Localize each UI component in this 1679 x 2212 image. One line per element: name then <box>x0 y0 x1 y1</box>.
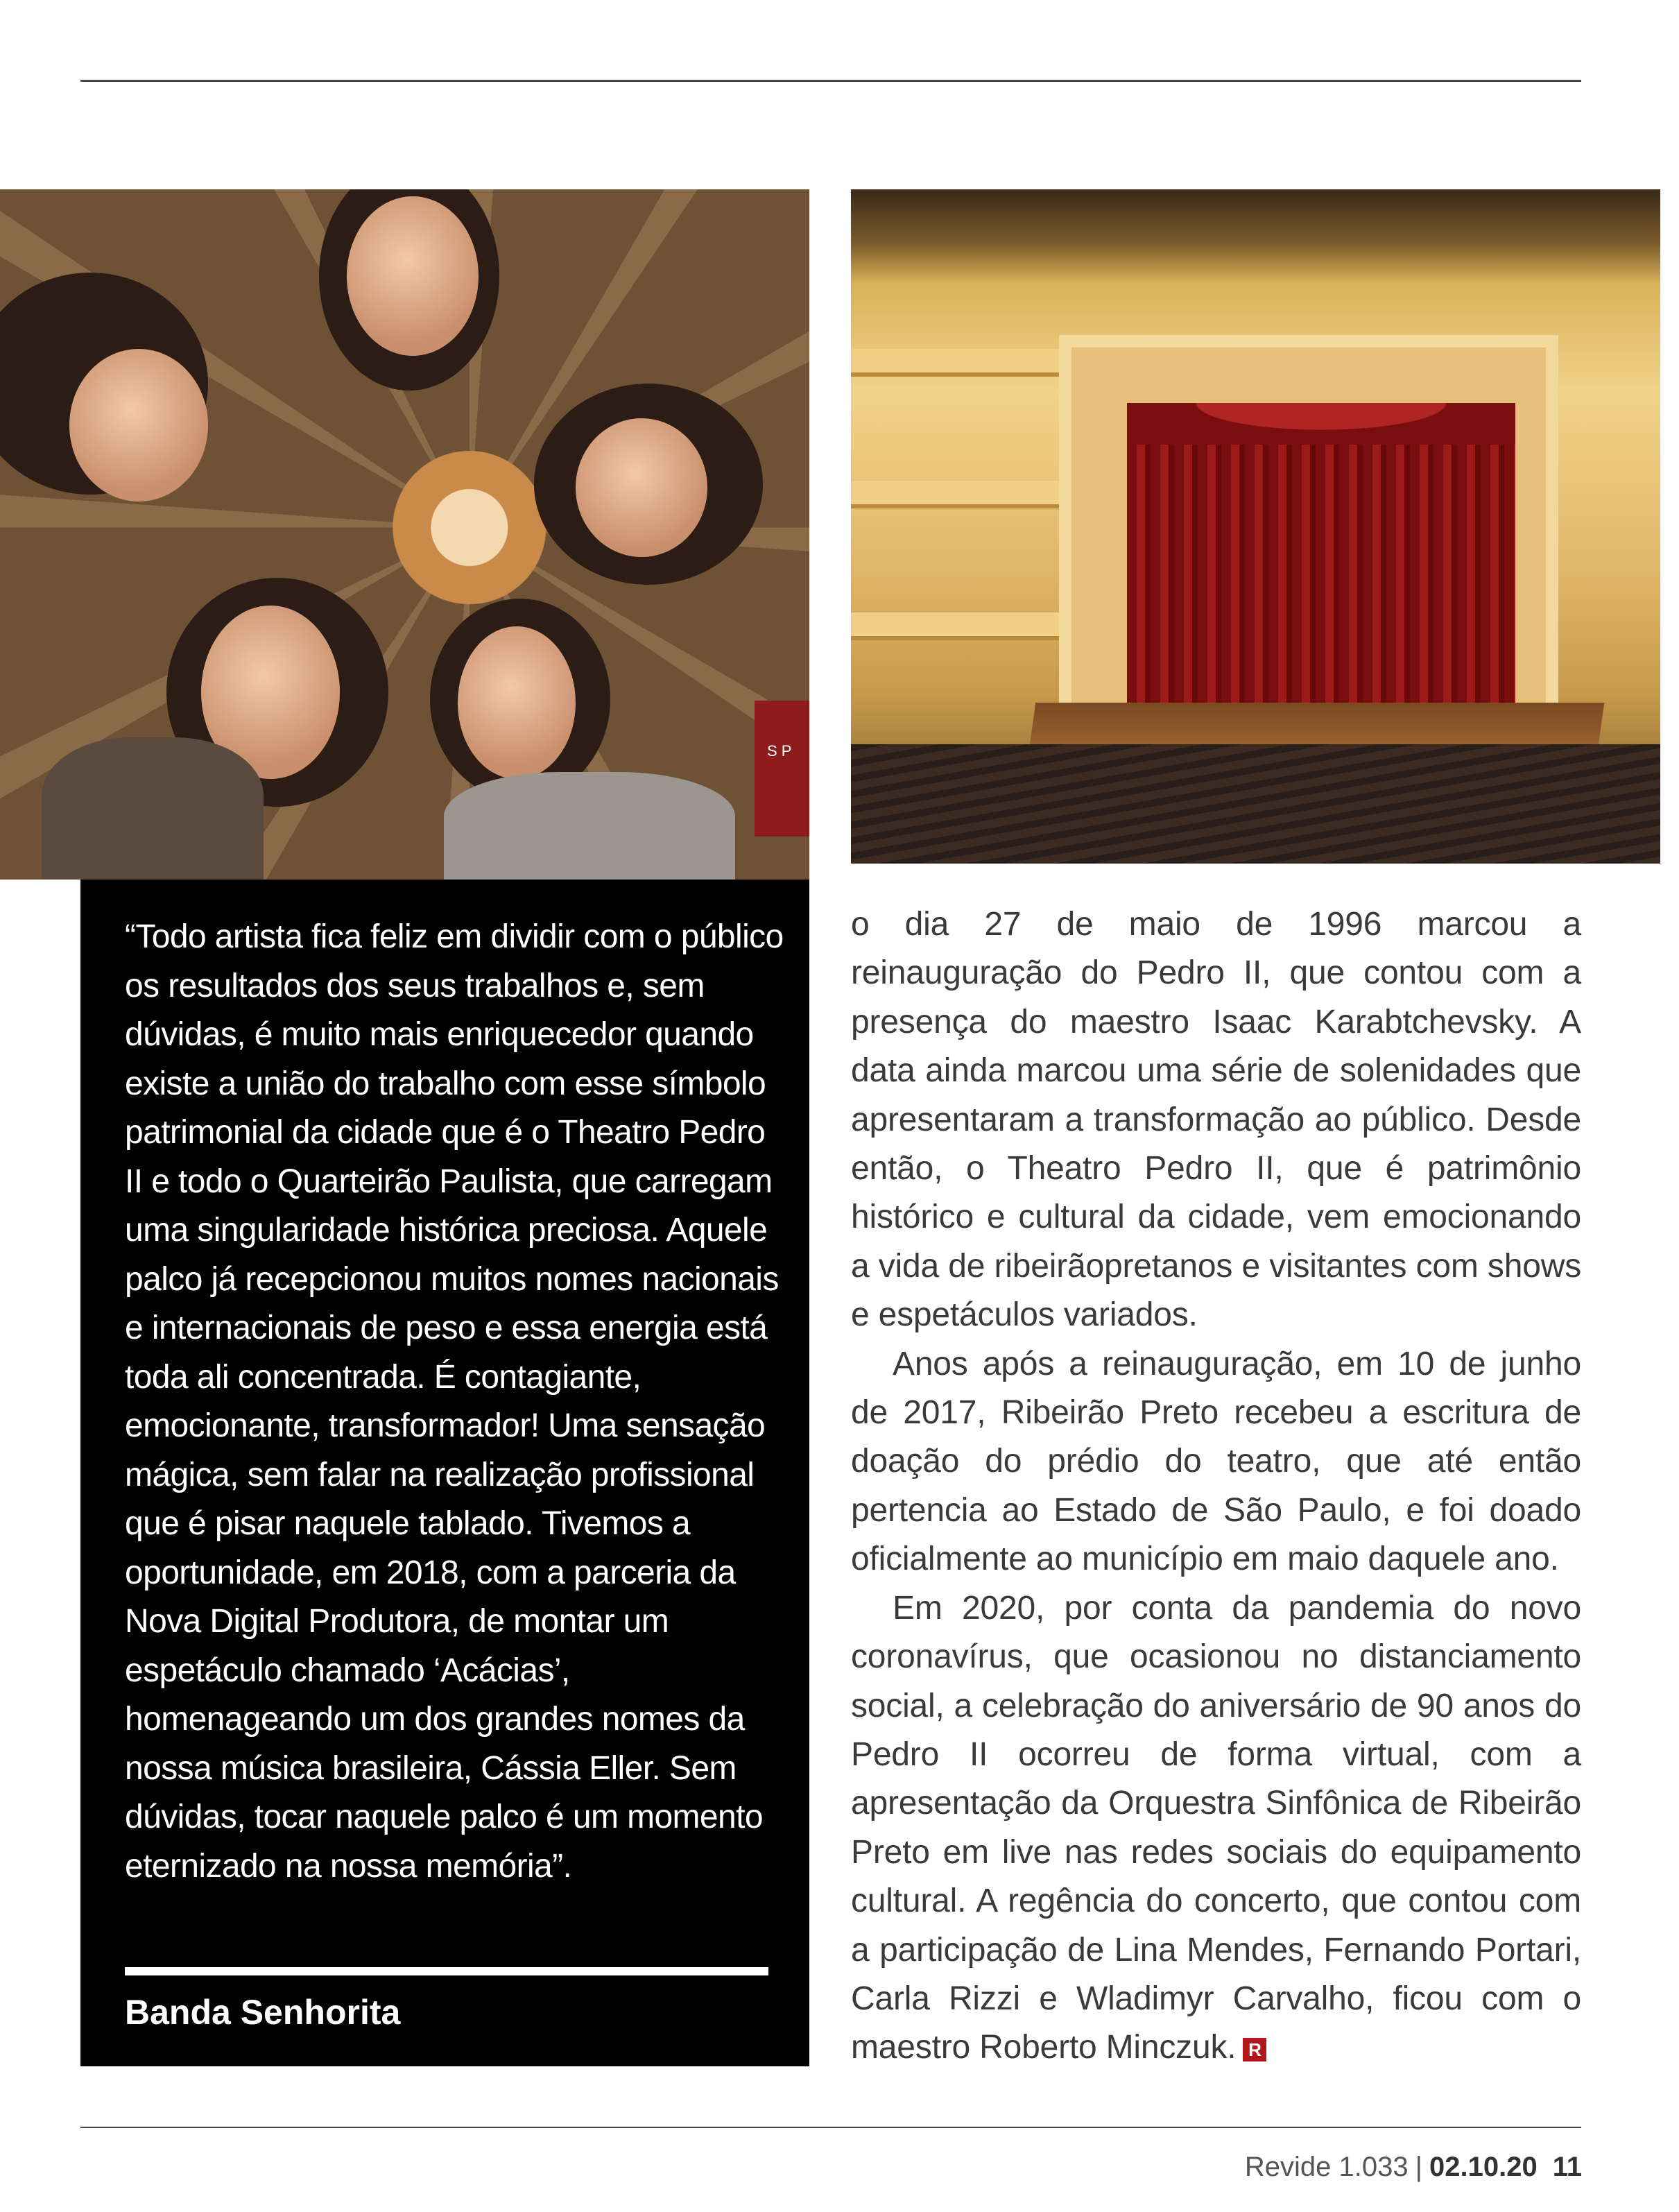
stage-curtain <box>1127 403 1515 715</box>
shirt-shape <box>444 772 735 880</box>
curtain-valance <box>1127 403 1515 445</box>
photo-sign <box>755 701 809 837</box>
end-mark-icon: R <box>1243 2038 1266 2061</box>
quote-divider <box>125 1967 768 1975</box>
band-photo <box>0 189 809 880</box>
balcony-shape <box>851 349 1066 377</box>
face-shape <box>458 626 576 779</box>
face-shape <box>576 418 707 557</box>
photo-sign-letters: S P <box>767 742 792 760</box>
theatre-photo <box>851 189 1660 864</box>
page-number: 11 <box>1552 2152 1582 2182</box>
article-paragraph-text: Em 2020, por conta da pandemia do novo coronavírus, que ocasionou no distanciamento social, a celebração do aniversário de 90 anos do Pedro II ocorreu de forma virtual, com a apresentação da Orquestra Sinfônica de Ribeirão Preto em live nas redes sociais do equipamento cultural. A regência do concerto, que contou com a participação de Lina Mendes, Fernando Portari, Carla Rizzi e Wladimyr Carvalho, ficou com o maestro Roberto Minczuk. <box>851 1589 1581 2066</box>
audience-seats <box>851 744 1660 864</box>
quote-author: Banda Senhorita <box>125 1993 401 2032</box>
article-paragraph: o dia 27 de maio de 1996 marcou a reinauguração do Pedro II, que contou com a presença do maestro Isaac Karabtchevsky. A data ainda marcou uma série de solenidades que apresentaram a transformação ao público. Desde então, o Theatro Pedro II, que é patrimônio histórico e cultural da cidade, vem emocionando a vida de ribeirãopretanos e visitantes com shows e espetáculos variados. <box>851 906 1581 1334</box>
magazine-issue: Revide 1.033 <box>1244 2152 1409 2182</box>
balcony-shape <box>851 612 1066 640</box>
article-body <box>851 900 1581 2073</box>
balcony-shape <box>851 481 1066 508</box>
issue-date: 02.10.20 <box>1429 2152 1538 2182</box>
shirt-shape <box>42 737 264 880</box>
page-footer <box>1245 2152 1582 2183</box>
quote-box <box>80 880 809 2066</box>
stage-proscenium <box>1059 335 1558 758</box>
top-rule <box>80 80 1581 82</box>
face-shape <box>347 196 479 356</box>
article-paragraph-last <box>851 1584 1581 2073</box>
bottom-rule <box>80 2127 1581 2128</box>
footer-separator: | <box>1415 2152 1422 2182</box>
face-shape <box>69 349 208 501</box>
quote-text: “Todo artista fica feliz em dividir com o público os resultados dos seus trabalhos e, sem dúvidas, é muito mais enriquecedor quando existe a união do trabalho com esse símbolo patrimonial da cidade que é o Theatro Pedro II e todo o Quarteirão Paulista, que carregam uma singularidade histórica preciosa. Aquele palco já recepcionou muitos nomes nacionais e internacionais de peso e essa energia está toda ali concentrada. É contagiante, emocionante, transformador! Uma sensação mágica, sem falar na realização profissional que é pisar naquele tablado. Tivemos a oportunidade, em 2018, com a parceria da Nova Digital Produtora, de montar um espetáculo chamado ‘Acácias’, homenageando um dos grandes nomes da nossa música brasileira, Cássia Eller. Sem dúvidas, tocar naquele palco é um momento eternizado na nossa memória”. <box>125 918 784 1885</box>
article-paragraph: Anos após a reinauguração, em 10 de junho de 2017, Ribeirão Preto recebeu a escritura de doação do prédio do teatro, que até então pertencia ao Estado de São Paulo, e foi doado oficialmente ao município em maio daquele ano. <box>851 1345 1581 1578</box>
